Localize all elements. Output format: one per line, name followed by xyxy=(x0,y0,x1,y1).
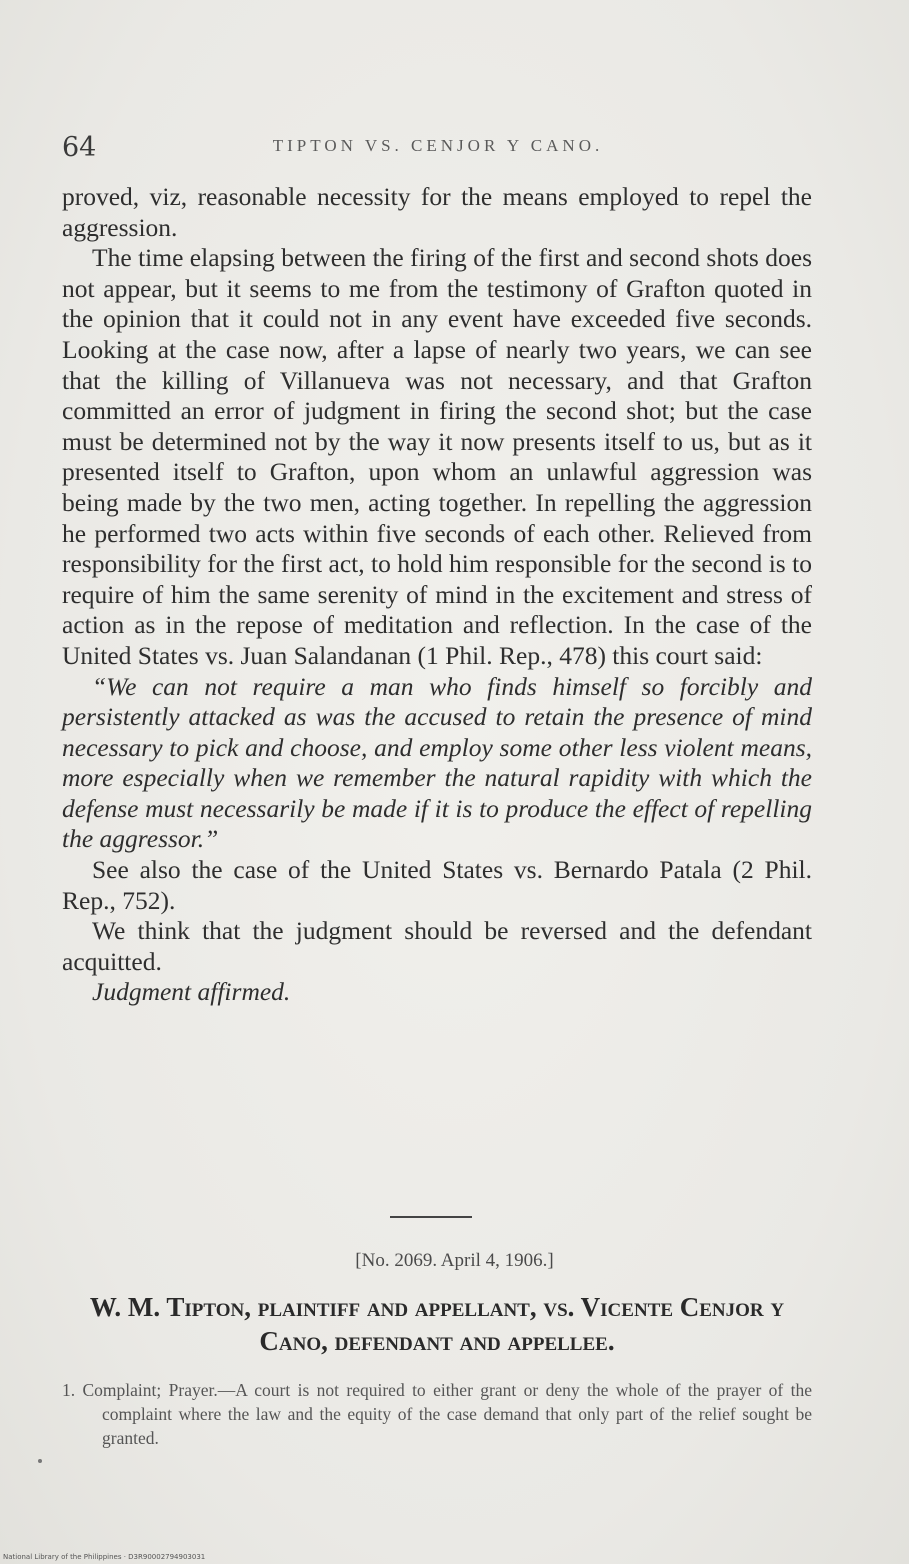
paragraph-continued: proved, viz, reasonable necessity for the means employed to repel the aggression. xyxy=(62,182,812,242)
judgment-line: Judgment affirmed. xyxy=(92,977,291,1007)
paragraph-dissent: The time elapsing between the firing of the first and second shots does not appear, but it seems to me from the testimony of Grafton quoted in the opinion that it could not in any event have exceeded five seconds. Looking at the case now, after a lapse of nearly two years, we can see that the killing of Villanueva was not necessary, and that Grafton committed an error of judgment in firing the second shot; but the case must be determined not by the way it now presents itself to us, but as it presented itself to Grafton, upon whom an unlawful aggression was being made by the two men, acting together. In repelling the aggression he performed two acts within five seconds of each other. Relieved from responsibility for the first act, to hold him responsible for the second is to require of him the same serenity of mind in the excitement and stress of action as in the repose of meditation and reflection. In the case of the United States vs. Juan Salandanan (1 Phil. Rep., 478) this court said: xyxy=(62,243,812,670)
body-text xyxy=(62,182,812,1008)
running-head: TIPTON VS. CENJOR Y CANO. xyxy=(272,136,604,155)
scan-speck xyxy=(38,1459,42,1463)
page-header xyxy=(62,132,814,168)
syllabus xyxy=(62,1378,812,1450)
section-divider xyxy=(390,1216,472,1218)
syllabus-item: 1. Complaint; Prayer.—A court is not required to either grant or deny the whole of the prayer of the complaint where the law and the equity of the case demand that only part of the relief sought be granted. xyxy=(62,1380,812,1448)
quoted-passage: “We can not require a man who finds himself so forcibly and persistently attacked as was the accused to retain the presence of mind necessary to pick and choose, and employ some other less violent means, more especially when we remember the natural rapidity with which the defense must necessarily be made if it is to produce the effect of repelling the aggressor.” xyxy=(62,671,812,854)
paragraph-conclusion: We think that the judgment should be reversed and the defendant acquitted. xyxy=(62,916,812,976)
case-parties: W. M. Tipton, plaintiff and appellant, vs. Vicente Cenjor y Cano, defendant and appellee. xyxy=(89,1292,785,1356)
page-number: 64 xyxy=(62,132,97,163)
paragraph-see-also: See also the case of the United States vs. Bernardo Patala (2 Phil. Rep., 752). xyxy=(62,855,812,915)
scan-footer: National Library of the Philippines · D3R90002794903031 xyxy=(3,1553,206,1561)
case-number: [No. 2069. April 4, 1906.] xyxy=(355,1250,554,1271)
